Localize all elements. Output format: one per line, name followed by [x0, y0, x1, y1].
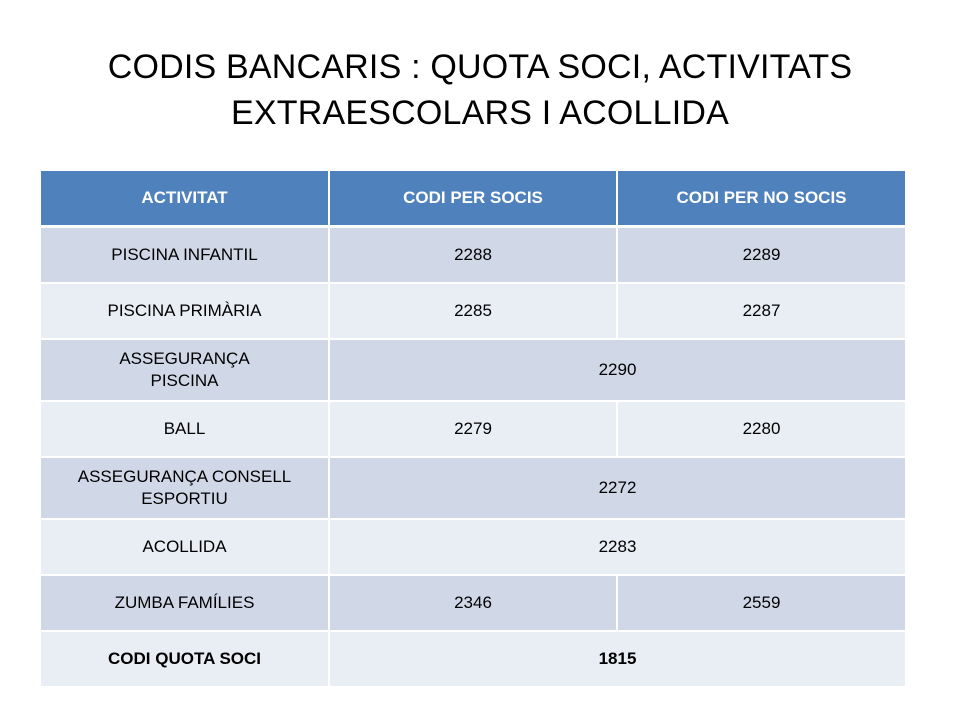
- code-socis-cell: 2288: [329, 227, 617, 284]
- code-no-socis-cell: 2559: [617, 575, 905, 631]
- activity-cell: BALL: [41, 401, 329, 457]
- activity-cell-line-1: ASSEGURANÇA: [119, 349, 250, 368]
- activity-cell-line-2: ESPORTIU: [141, 489, 228, 508]
- activity-cell: ACOLLIDA: [41, 519, 329, 575]
- shared-code-cell: 2272: [329, 457, 905, 519]
- slide-title: [0, 44, 960, 136]
- slide-title-line-1: CODIS BANCARIS : QUOTA SOCI, ACTIVITATS: [107, 48, 853, 86]
- code-socis-cell: 2279: [329, 401, 617, 457]
- table-row-total: [41, 631, 905, 687]
- shared-code-cell: 2283: [329, 519, 905, 575]
- table-row: [41, 401, 905, 457]
- codes-table: [41, 171, 905, 688]
- slide-title-line-2: EXTRAESCOLARS I ACOLLIDA: [231, 94, 729, 132]
- table-row: [41, 575, 905, 631]
- table-row: [41, 283, 905, 339]
- code-socis-cell: 2285: [329, 283, 617, 339]
- table-row: [41, 339, 905, 401]
- activity-cell: CODI QUOTA SOCI: [41, 631, 329, 687]
- shared-code-cell: 2290: [329, 339, 905, 401]
- column-header-codi-per-no-socis: CODI PER NO SOCIS: [617, 171, 905, 227]
- activity-cell: ZUMBA FAMÍLIES: [41, 575, 329, 631]
- activity-cell: PISCINA INFANTIL: [41, 227, 329, 284]
- table-row: [41, 519, 905, 575]
- shared-code-cell: 1815: [329, 631, 905, 687]
- code-no-socis-cell: 2280: [617, 401, 905, 457]
- column-header-codi-per-socis: CODI PER SOCIS: [329, 171, 617, 227]
- activity-cell-line-1: ASSEGURANÇA CONSELL: [77, 467, 292, 486]
- code-socis-cell: 2346: [329, 575, 617, 631]
- column-header-activitat: ACTIVITAT: [41, 171, 329, 227]
- table-row: [41, 227, 905, 284]
- table-header-row: [41, 171, 905, 227]
- activity-cell: PISCINA PRIMÀRIA: [41, 283, 329, 339]
- activity-cell-line-2: PISCINA: [150, 371, 219, 390]
- table-row: [41, 457, 905, 519]
- code-no-socis-cell: 2287: [617, 283, 905, 339]
- activity-cell: [41, 339, 329, 401]
- code-no-socis-cell: 2289: [617, 227, 905, 284]
- activity-cell: [41, 457, 329, 519]
